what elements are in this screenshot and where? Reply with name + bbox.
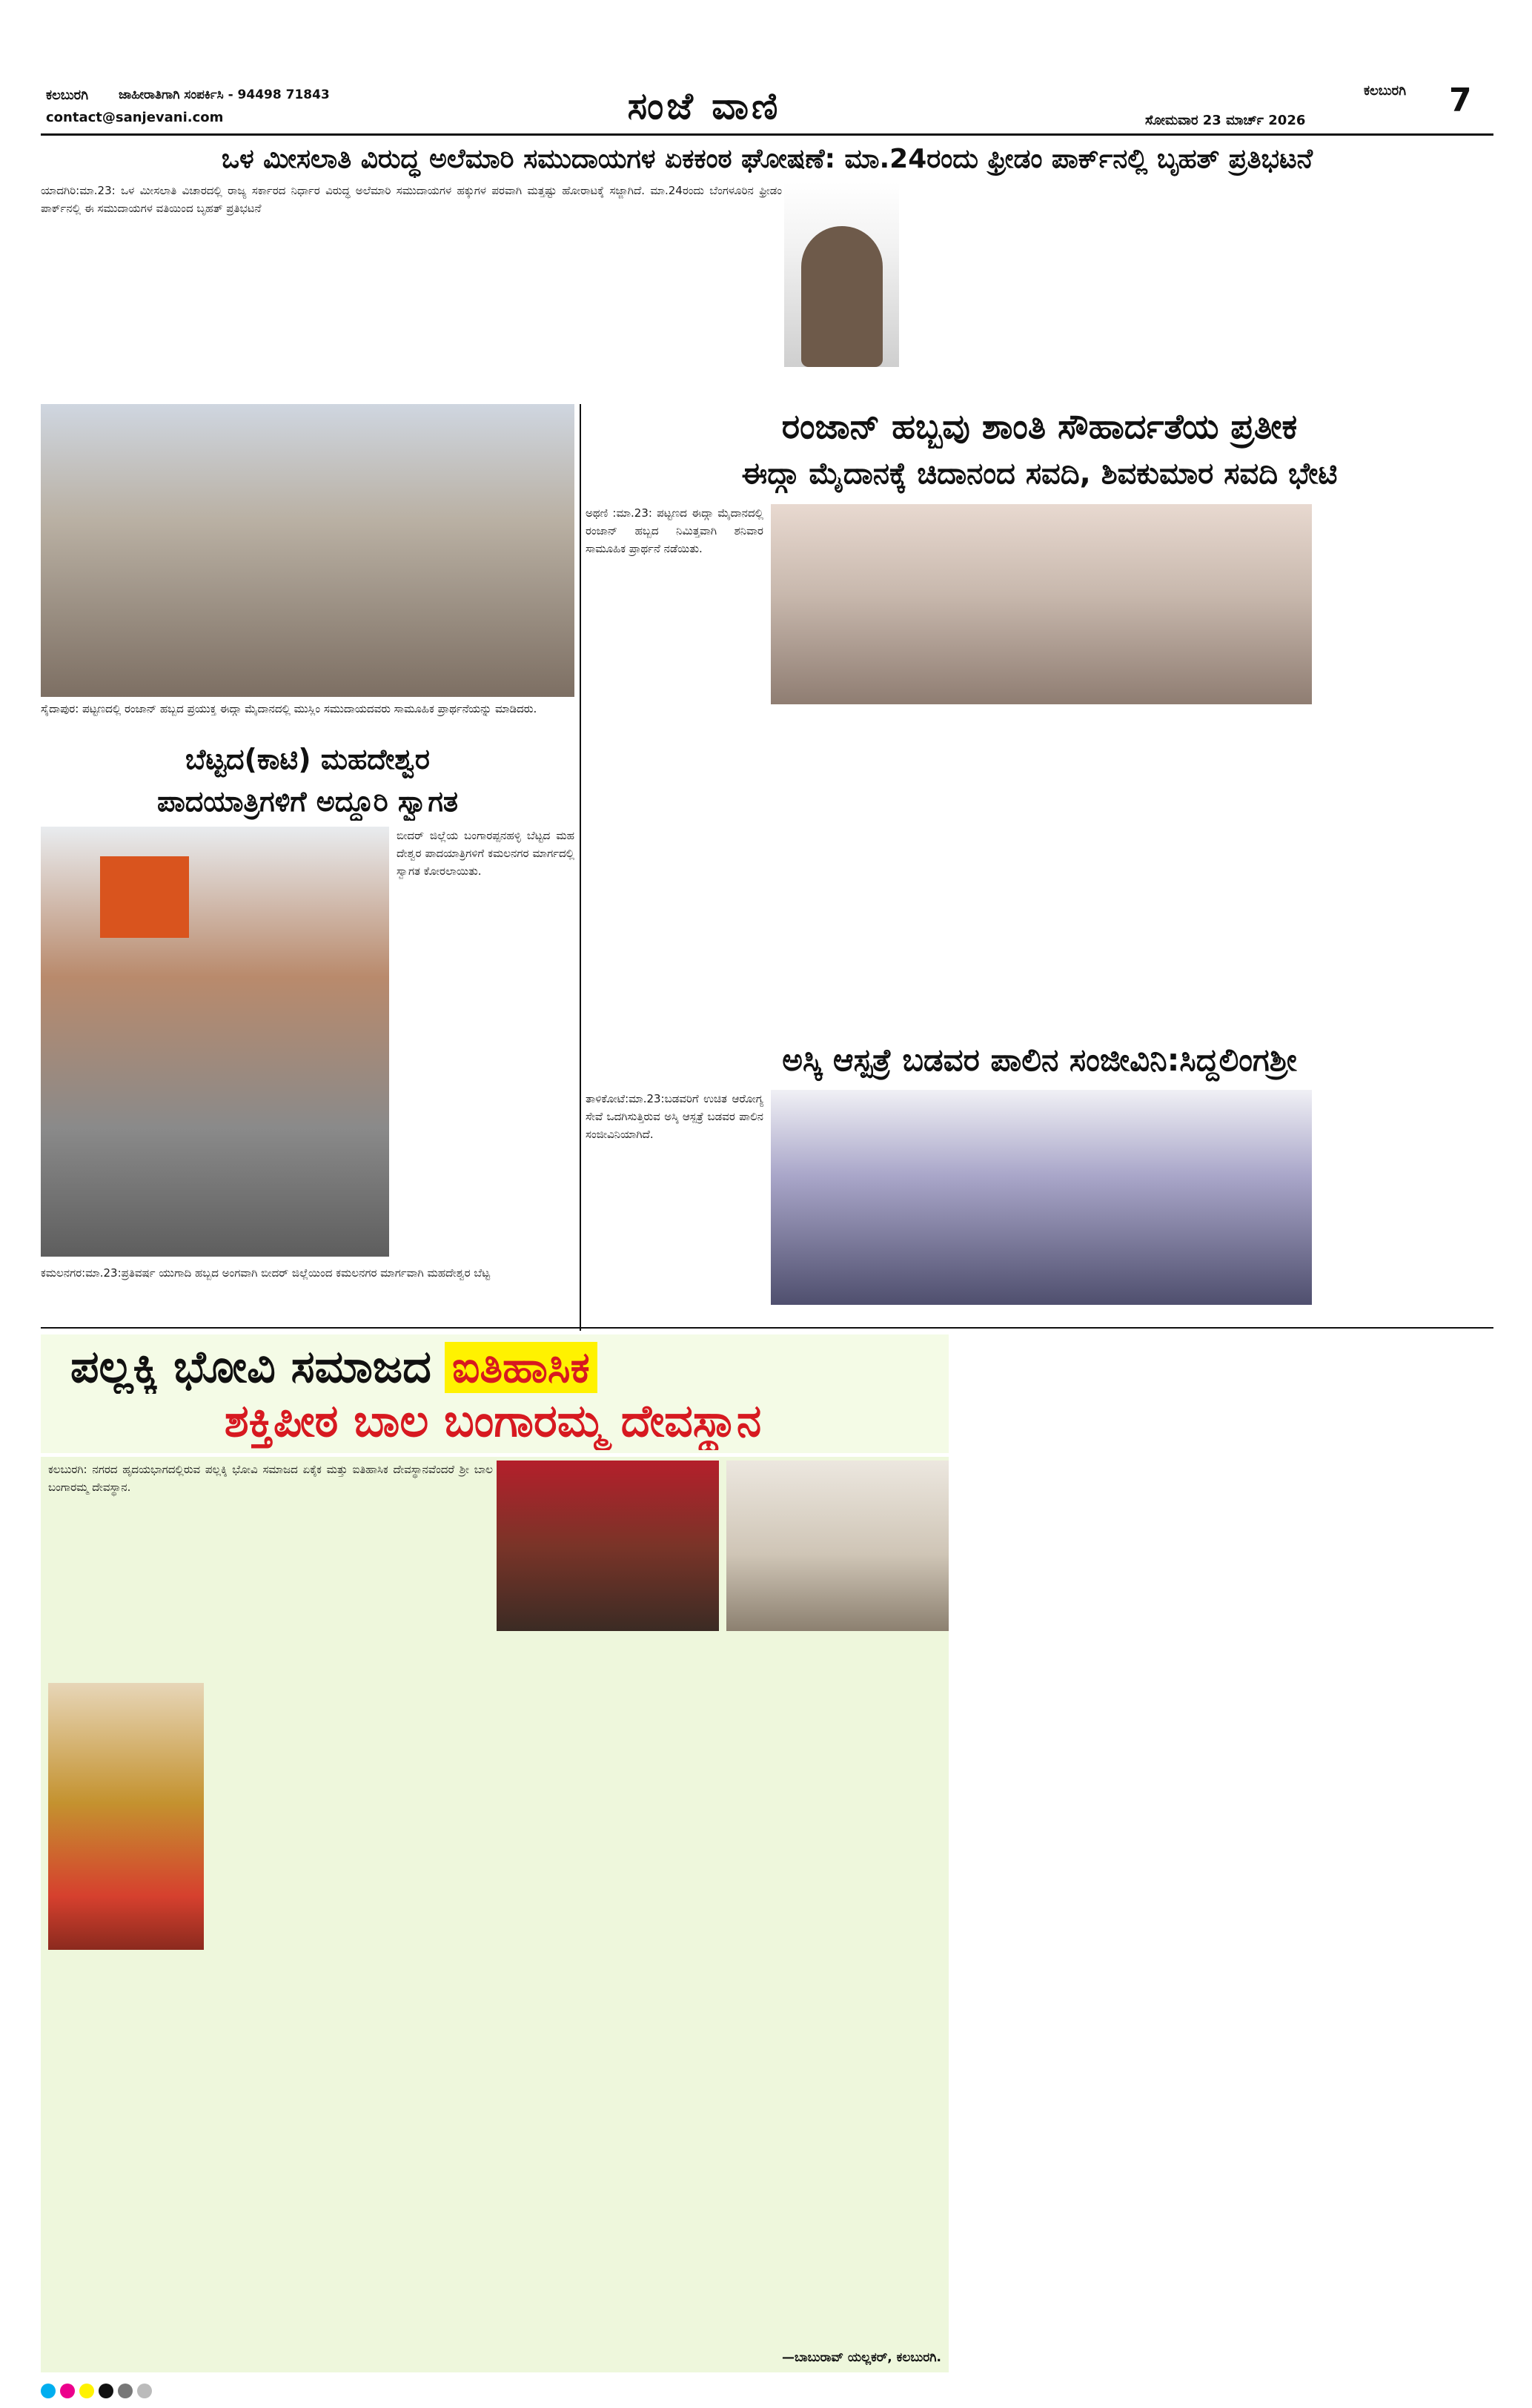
- ramzan-visit-photo: [771, 504, 1312, 704]
- eid-prayer-photo: [41, 404, 574, 697]
- article5-body-middle: [211, 1683, 493, 1965]
- gray-mark-icon: [118, 2384, 133, 2398]
- article5-headline-part2: ಐತಿಹಾಸಿಕ: [445, 1342, 597, 1393]
- article4-column-c: [1319, 1334, 1493, 2387]
- yellow-mark-icon: [79, 2384, 94, 2398]
- article2-headline: ರಂಜಾನ್ ಹಬ್ಬವು ಶಾಂತಿ ಸೌಹಾರ್ದತೆಯ ಪ್ರತೀಕ: [781, 406, 1298, 446]
- article3-body-text: ಬೀದರ್ ಜಿಲ್ಲೆಯ ಬಂಗಾರಪ್ಪನಹಳ್ಳಿ ಬೆಟ್ಟದ ಮಹದೇಶ್ವರ ಪಾದಯಾತ್ರಿಗಳಿಗೆ ಕಮಲನಗರ ಮಾರ್ಗದಲ್ಲಿ ಸ್ವಾಗತ ಕೋರಲಾಯಿತು.: [397, 829, 574, 878]
- goddess-idol-photo: [48, 1683, 204, 1950]
- article3-headline-line2: ಪಾದಯಾತ್ರಿಗಳಿಗೆ ಅದ್ಧೂರಿ ಸ್ವಾಗತ: [156, 785, 459, 818]
- lightgray-mark-icon: [137, 2384, 152, 2398]
- aski-hospital-photo: [771, 1090, 1312, 1305]
- article5-headline-line2: ಶಕ್ತಿಪೀಠ ಬಾಲ ಬಂಗಾರಮ್ಮ ದೇವಸ್ಥಾನ: [224, 1395, 762, 1447]
- black-mark-icon: [99, 2384, 113, 2398]
- article4-body-left: [586, 1090, 763, 1312]
- article2-subheadline: ಈದ್ಗಾ ಮೈದಾನಕ್ಕೆ ಚಿದಾನಂದ ಸವದಿ, ಶಿವಕುಮಾರ ಸವದಿ ಭೇಟಿ: [741, 457, 1338, 491]
- saffron-flag: [100, 856, 189, 938]
- masthead-logo-text: ಸಂಜೆ ವಾಣಿ: [627, 84, 781, 128]
- cyan-mark-icon: [41, 2384, 56, 2398]
- masthead-city-left: ಕಲಬುರಗಿ: [46, 87, 89, 103]
- article2-body-lower: [586, 712, 1312, 1023]
- masthead-rule: [41, 133, 1493, 136]
- page-number: 7: [1449, 82, 1472, 119]
- magenta-mark-icon: [60, 2384, 75, 2398]
- article1-portrait-photo: [784, 182, 899, 367]
- masthead-advert-contact: ಜಾಹೀರಾತಿಗಾಗಿ ಸಂಪರ್ಕಿಸಿ - 94498 71843: [119, 87, 330, 102]
- article5-headline-part1: ಪಲ್ಲಕ್ಕಿ ಭೋವಿ ಸಮಾಜದ: [70, 1341, 431, 1393]
- masthead-date: ಸೋಮವಾರ 23 ಮಾರ್ಚ್ 2026: [1145, 113, 1306, 128]
- article1-body: [41, 182, 782, 397]
- article3-caption: ಕಮಲನಗರ:ಮಾ.23:ಪ್ರತಿವರ್ಷ ಯುಗಾದಿ ಹಬ್ಬದ ಅಂಗವಾಗಿ ಬೀದರ್ ಜಿಲ್ಲೆಯಿಂದ ಕಮಲನಗರ ಮಾರ್ಗವಾಗಿ ಮಹದೇಶ್ವರ ಬೆಟ್ಟ: [41, 1266, 491, 1280]
- article4-column-a: [956, 1334, 1119, 2387]
- article4-body-text: ತಾಳಿಕೋಟೆ:ಮಾ.23:ಬಡವರಿಗೆ ಉಚಿತ ಆರೋಗ್ಯ ಸೇವೆ ಒದಗಿಸುತ್ತಿರುವ ಅಸ್ಕಿ ಆಸ್ಪತ್ರೆ ಬಡವರ ಪಾಲಿನ ಸಂಜೀವಿನಿಯಾಗಿದೆ.: [586, 1092, 763, 1141]
- portrait-figure: [801, 226, 883, 367]
- article2-body-right: [1319, 504, 1493, 1023]
- masthead-city-right: ಕಲಬುರಗಿ: [1364, 83, 1407, 99]
- article4-body-right: [1319, 1090, 1493, 1312]
- article5-body-bottom: [48, 1965, 493, 2365]
- article2-body-text: ಅಥಣಿ :ಮಾ.23: ಪಟ್ಟಣದ ಈದ್ಗಾ ಮೈದಾನದಲ್ಲಿ ರಂಜಾನ್ ಹಬ್ಬದ ನಿಮಿತ್ತವಾಗಿ ಶನಿವಾರ ಸಾಮೂಹಿಕ ಪ್ರಾರ್ಥನೆ ನಡೆಯಿತು.: [586, 506, 763, 555]
- article4-headline: ಅಸ್ಕಿ ಆಸ್ಪತ್ರೆ ಬಡವರ ಪಾಲಿನ ಸಂಜೀವಿನಿ:ಸಿದ್ದಲಿಂಗಶ್ರೀ: [782, 1042, 1297, 1078]
- article4-column-b: [1130, 1334, 1308, 2387]
- eid-prayer-caption: ಸೈದಾಪುರ: ಪಟ್ಟಣದಲ್ಲಿ ರಂಜಾನ್ ಹಬ್ಬದ ಪ್ರಯುಕ್ತ ಈದ್ಗಾ ಮೈದಾನದಲ್ಲಿ ಮುಸ್ಲಿಂ ಸಮುದಾಯದವರು ಸಾಮೂಹಿಕ ಪ್ರಾರ್ಥನೆಯನ್ನು ಮಾಡಿದರು.: [41, 702, 537, 715]
- column-divider: [580, 404, 581, 1331]
- article5-headline-line1: [70, 1340, 930, 1394]
- article5-headline-block: [41, 1334, 949, 1453]
- article1-body-text: ಯಾದಗಿರಿ:ಮಾ.23: ಒಳ ಮೀಸಲಾತಿ ವಿಚಾರದಲ್ಲಿ ರಾಜ್ಯ ಸರ್ಕಾರದ ನಿರ್ಧಾರ ವಿರುದ್ಧ ಅಲೆಮಾರಿ ಸಮುದಾಯಗಳ ಹಕ್ಕುಗಳ ಪರವಾಗಿ ಮತ್ತಷ್ಟು ಹೋರಾಟಕ್ಕೆ ಸಜ್ಜಾಗಿದೆ. ಮಾ.24ರಂದು ಬೆಂಗಳೂರಿನ ಫ್ರೀಡಂ ಪಾರ್ಕ್‌ನಲ್ಲಿ ಈ ಸಮುದಾಯಗಳ ವತಿಯಿಂದ ಬೃಹತ್ ಪ್ರತಿಭಟನೆ: [41, 184, 782, 215]
- temple-building-photo: [726, 1461, 949, 1631]
- section-divider: [41, 1327, 1493, 1329]
- article4-body-lower: [586, 1312, 1127, 1334]
- article5-body-text: ಕಲಬುರಗಿ: ನಗರದ ಹೃದಯಭಾಗದಲ್ಲಿರುವ ಪಲ್ಲಕ್ಕಿ ಭೋವಿ ಸಮಾಜದ ಏಕೈಕ ಮತ್ತು ಐತಿಹಾಸಿಕ ದೇವಸ್ಥಾನವೆಂದರೆ ಶ್ರೀ ಬಾಲ ಬಂಗಾರಮ್ಮ ದೇವಸ್ಥಾನ.: [48, 1463, 493, 1494]
- masthead: [0, 0, 1532, 137]
- article3-headline-line1: ಬೆಟ್ಟದ(ಕಾಟಿ) ಮಹದೇಶ್ವರ: [185, 743, 431, 775]
- article3-body: [397, 827, 574, 1264]
- article1-headline: ಒಳ ಮೀಸಲಾತಿ ವಿರುದ್ಧ ಅಲೆಮಾರಿ ಸಮುದಾಯಗಳ ಏಕಕಂಠ ಘೋಷಣೆ: ಮಾ.24ರಂದು ಫ್ರೀಡಂ ಪಾರ್ಕ್‌ನಲ್ಲಿ ಬೃಹತ್ ಪ್ರತಿಭಟನೆ: [221, 144, 1313, 174]
- print-color-marks: [41, 2384, 189, 2401]
- padayatra-photo: [41, 827, 389, 1257]
- masthead-logo: [519, 80, 889, 132]
- masthead-email[interactable]: contact@sanjevani.com: [46, 110, 224, 125]
- article5-byline: —ಬಾಬುರಾವ್ ಯಲ್ಲಕರ್, ಕಲಬುರಗಿ.: [782, 2350, 941, 2365]
- temple-idols-photo: [497, 1461, 719, 1631]
- article1-body-right: [904, 182, 1493, 397]
- article5-body-right: [497, 1638, 949, 2350]
